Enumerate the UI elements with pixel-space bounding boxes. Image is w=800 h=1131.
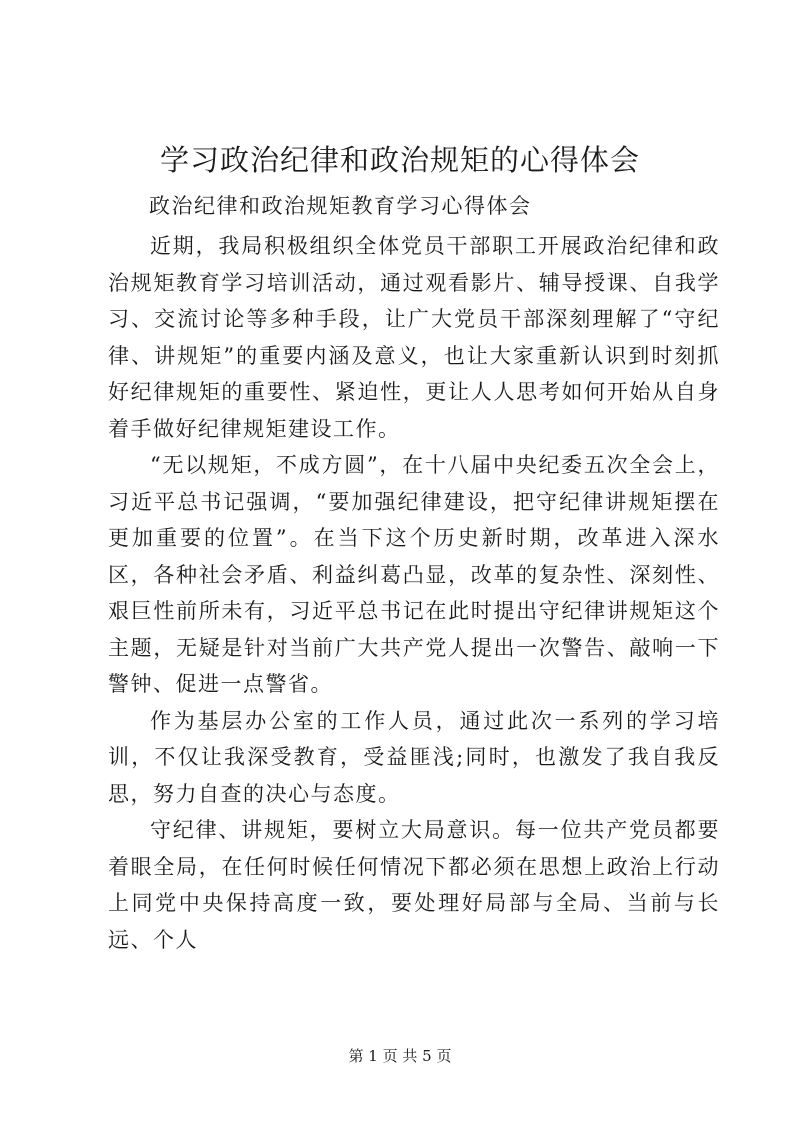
page-footer: 第 1 页 共 5 页 xyxy=(348,1047,452,1065)
document-body xyxy=(108,228,720,958)
document-title: 学习政治纪律和政治规矩的心得体会 xyxy=(159,143,640,177)
body-paragraph: “无以规矩，不成方圆”，在十八届中央纪委五次全会上，习近平总书记强调，“要加强纪律建设，把守纪律讲规矩摆在更加重要的位置”。在当下这个历史新时期，改革进入深水区，各种社会矛盾、利益纠葛凸显，改革的复杂性、深刻性、艰巨性前所未有，习近平总书记在此时提出守纪律讲规矩这个主题，无疑是针对当前广大共产党人提出一次警告、敲响一下警钟、促进一点警省。 xyxy=(108,453,720,696)
body-paragraph: 近期，我局积极组织全体党员干部职工开展政治纪律和政治规矩教育学习培训活动，通过观看影片、辅导授课、自我学习、交流讨论等多种手段，让广大党员干部深刻理解了“守纪律、讲规矩”的重要内涵及意义，也让大家重新认识到时刻抓好纪律规矩的重要性、紧迫性，更让人人思考如何开始从自身着手做好纪律规矩建设工作。 xyxy=(108,234,720,441)
document-subtitle: 政治纪律和政治规矩教育学习心得体会 xyxy=(149,194,532,218)
body-paragraph: 守纪律、讲规矩，要树立大局意识。每一位共产党员都要着眼全局，在任何时候任何情况下都必须在思想上政治上行动上同党中央保持高度一致，要处理好局部与全局、当前与长远、个人 xyxy=(108,818,720,952)
body-paragraph: 作为基层办公室的工作人员，通过此次一系列的学习培训，不仅让我深受教育，受益匪浅;同时，也激发了我自我反思，努力自查的决心与态度。 xyxy=(108,708,720,806)
